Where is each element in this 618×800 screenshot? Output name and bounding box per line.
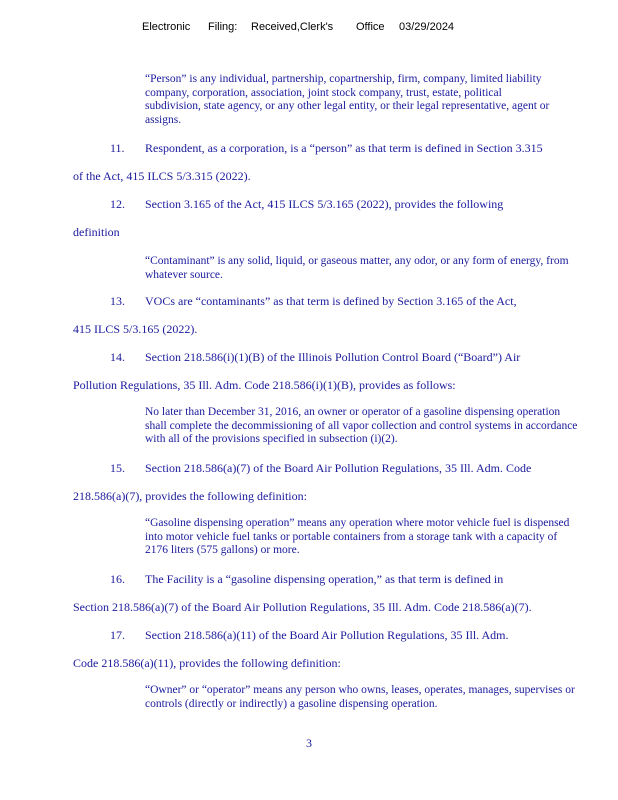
paragraph-number-13: 13. bbox=[110, 294, 125, 308]
paragraph-13-line-2: 415 ILCS 5/3.165 (2022). bbox=[73, 322, 198, 336]
decommissioning-requirement-quote: No later than December 31, 2016, an owner or operator of a gasoline dispensing operation shall complete the decommissioning of all vapor collection and control systems in accordance with all of the provisions specified in subsection (i)(2). bbox=[145, 406, 578, 445]
header-office: Office bbox=[356, 21, 385, 33]
paragraph-15-line-2: 218.586(a)(7), provides the following definition: bbox=[73, 489, 307, 503]
contaminant-definition-quote: “Contaminant” is any solid, liquid, or gaseous matter, any odor, or any form of energy, from whatever source. bbox=[145, 255, 569, 281]
paragraph-number-14: 14. bbox=[110, 350, 125, 364]
paragraph-number-12: 12. bbox=[110, 197, 125, 211]
header-filing: Filing: bbox=[208, 21, 238, 33]
paragraph-16-line-2: Section 218.586(a)(7) of the Board Air Pollution Regulations, 35 Ill. Adm. Code 218.586(a)(7). bbox=[73, 600, 532, 614]
paragraph-14-line-2: Pollution Regulations, 35 Ill. Adm. Code 218.586(i)(1)(B), provides as follows: bbox=[73, 378, 456, 392]
paragraph-number-11: 11. bbox=[110, 141, 125, 155]
header-electronic: Electronic bbox=[142, 21, 191, 33]
gasoline-dispensing-operation-definition-quote: “Gasoline dispensing operation” means any operation where motor vehicle fuel is dispensed into motor vehicle fuel tanks or portable containers from a storage tank with a capacity of 2176 liters (575 gallons) or more. bbox=[145, 517, 570, 556]
paragraph-number-17: 17. bbox=[110, 628, 125, 642]
paragraph-number-15: 15. bbox=[110, 461, 125, 475]
header-received: Received,Clerk's bbox=[251, 21, 334, 33]
person-definition-quote: “Person” is any individual, partnership, copartnership, firm, company, limited liability company, corporation, association, joint stock company, trust, estate, political subdivision, state agency, or any other legal entity, or their legal representative, agent or assigns. bbox=[145, 73, 550, 126]
paragraph-17-line-2: Code 218.586(a)(11), provides the following definition: bbox=[73, 656, 341, 670]
paragraph-14-line-1: Section 218.586(i)(1)(B) of the Illinois Pollution Control Board (“Board”) Air bbox=[145, 350, 521, 364]
header-date: 03/29/2024 bbox=[399, 21, 455, 33]
paragraph-12-line-1: Section 3.165 of the Act, 415 ILCS 5/3.165 (2022), provides the following bbox=[145, 197, 504, 211]
paragraph-11-line-2: of the Act, 415 ILCS 5/3.315 (2022). bbox=[73, 169, 251, 183]
page-number: 3 bbox=[306, 736, 312, 750]
paragraph-number-16: 16. bbox=[110, 572, 125, 586]
paragraph-15-line-1: Section 218.586(a)(7) of the Board Air Pollution Regulations, 35 Ill. Adm. Code bbox=[145, 461, 532, 475]
owner-operator-definition-quote: “Owner” or “operator” means any person who owns, leases, operates, manages, supervises or controls (directly or indirectly) a gasoline dispensing operation. bbox=[145, 684, 575, 710]
paragraph-17-line-1: Section 218.586(a)(11) of the Board Air Pollution Regulations, 35 Ill. Adm. bbox=[145, 628, 509, 642]
paragraph-12-line-2: definition bbox=[73, 225, 120, 239]
paragraph-13-line-1: VOCs are “contaminants” as that term is defined by Section 3.165 of the Act, bbox=[145, 294, 517, 308]
paragraph-11-line-1: Respondent, as a corporation, is a “person” as that term is defined in Section 3.315 bbox=[145, 141, 543, 155]
paragraph-16-line-1: The Facility is a “gasoline dispensing operation,” as that term is defined in bbox=[145, 572, 504, 586]
